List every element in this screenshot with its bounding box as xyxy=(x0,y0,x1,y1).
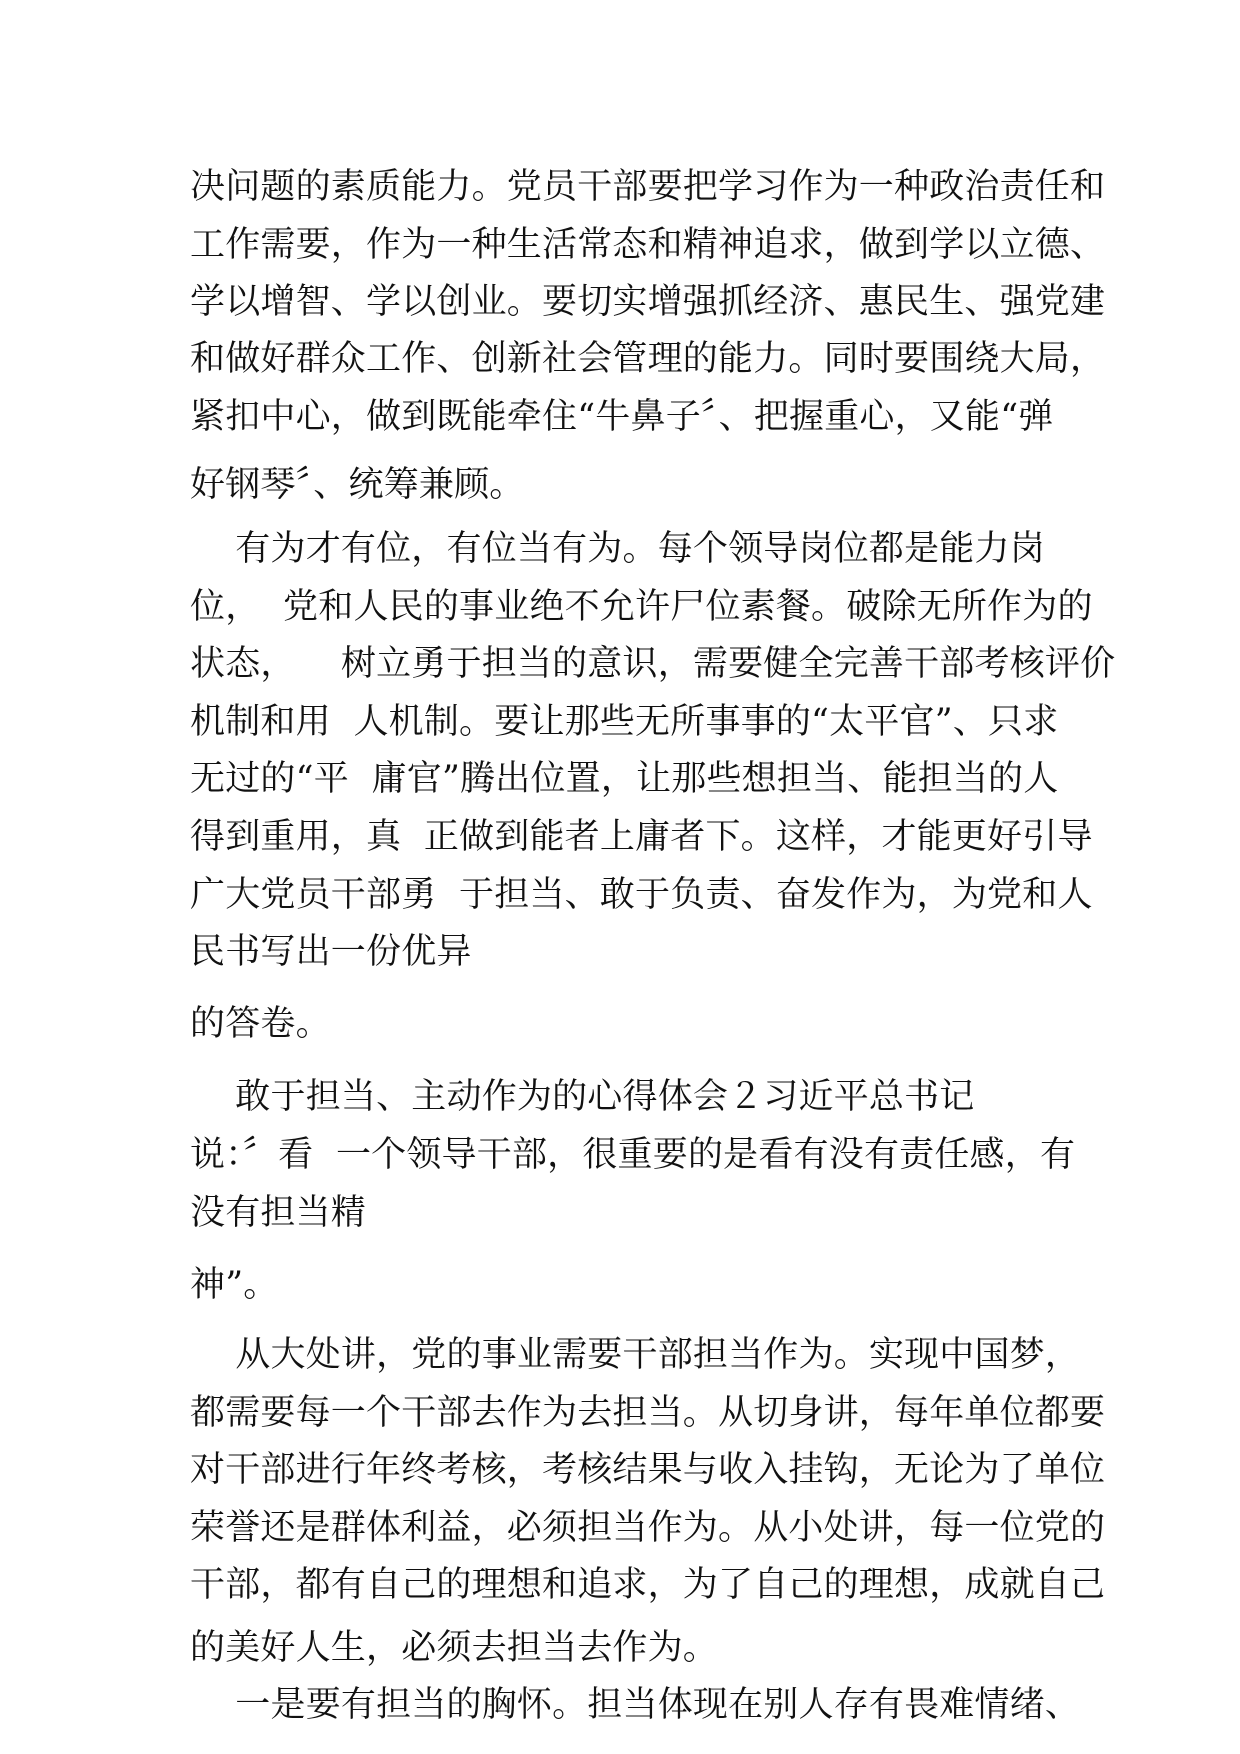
text-line: 从大处讲，党的事业需要干部担当作为。实现中国梦， xyxy=(190,1335,1081,1375)
text-line: 荣誉还是群体利益，必须担当作为。从小处讲，每一位党的 xyxy=(190,1508,1106,1548)
text-line: 对干部进行年终考核，考核结果与收入挂钩，无论为了单位 xyxy=(190,1450,1106,1490)
text-line: 工作需要，作为一种生活常态和精神追求，做到学以立德、 xyxy=(190,225,1106,265)
text-line: 都需要每一个干部去作为去担当。从切身讲，每年单位都要 xyxy=(190,1393,1106,1433)
text-line: 干部，都有自己的理想和追求，为了自己的理想，成就自己 xyxy=(190,1565,1106,1605)
text-line: 没有担当精 xyxy=(190,1193,367,1233)
text-line: 民书写出一份优异 xyxy=(190,932,472,972)
text-line: 得到重用，真 正做到能者上庸者下。这样，才能更好引导 xyxy=(190,817,1093,857)
text-line: 敢于担当、主动作为的心得体会２习近平总书记 xyxy=(190,1077,975,1117)
text-line: 无过的“平 庸官”腾出位置，让那些想担当、能担当的人 xyxy=(190,759,1059,799)
text-line: 的美好人生，必须去担当去作为。 xyxy=(190,1628,719,1668)
text-line: 一是要有担当的胸怀。担当体现在别人存有畏难情绪、 xyxy=(190,1685,1081,1725)
text-line: 和做好群众工作、创新社会管理的能力。同时要围绕大局， xyxy=(190,339,1106,379)
text-line: 广大党员干部勇 于担当、敢于负责、奋发作为，为党和人 xyxy=(190,875,1093,915)
text-line: 紧扣中心，做到既能牵住“牛鼻子〞、把握重心，又能“弹 xyxy=(190,397,1054,437)
text-line: 状态， 树立勇于担当的意识，需要健全完善干部考核评价 xyxy=(190,644,1116,684)
text-line: 决问题的素质能力。党员干部要把学习作为一种政治责任和 xyxy=(190,167,1106,207)
text-line: 位， 党和人民的事业绝不允许尸位素餐。破除无所作为的 xyxy=(190,587,1093,627)
text-line: 有为才有位，有位当有为。每个领导岗位都是能力岗 xyxy=(190,529,1045,569)
text-line: 说：〞看 一个领导干部，很重要的是看有没有责任感，有 xyxy=(190,1135,1076,1175)
text-line: 好钢琴〞、统筹兼顾。 xyxy=(190,465,525,505)
text-line: 学以增智、学以创业。要切实增强抓经济、惠民生、强党建 xyxy=(190,282,1106,322)
text-line: 机制和用 人机制。要让那些无所事事的“太平官”、只求 xyxy=(190,702,1059,742)
text-line: 神”。 xyxy=(190,1265,279,1305)
text-line: 的答卷。 xyxy=(190,1004,331,1044)
